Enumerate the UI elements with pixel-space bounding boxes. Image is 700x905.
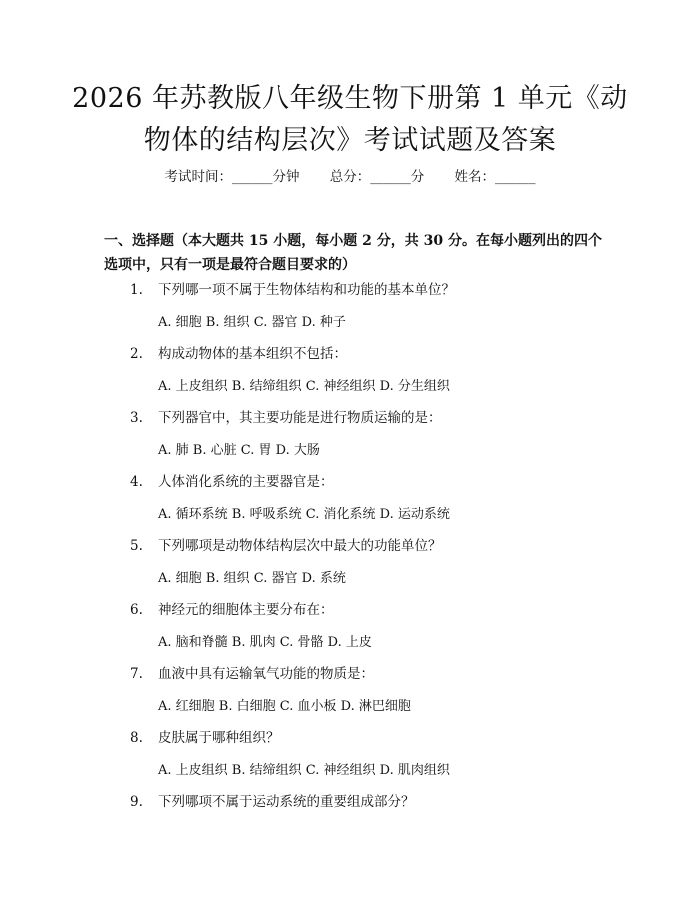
question-options: A. 红细胞 B. 白细胞 C. 血小板 D. 淋巴细胞 [158, 699, 411, 714]
question-text: 构成动物体的基本组织不包括： [158, 346, 347, 362]
question-number: 2. [130, 346, 143, 362]
question-item [0, 344, 700, 408]
question-number: 4. [130, 474, 143, 490]
question-item [0, 472, 700, 536]
document-title [70, 78, 630, 162]
question-number: 5. [130, 538, 143, 554]
question-number: 1. [130, 282, 143, 298]
question-item [0, 408, 700, 472]
question-number: 9. [130, 794, 143, 810]
exam-meta-line [0, 167, 700, 187]
title-line-1: 2026 年苏教版八年级生物下册第 1 单元《动 [72, 83, 628, 114]
question-item [0, 728, 700, 792]
question-options: A. 上皮组织 B. 结缔组织 C. 神经组织 D. 分生组织 [158, 379, 450, 394]
exam-time-field: 考试时间：______分钟 [164, 169, 300, 185]
question-text: 下列哪项不属于运动系统的重要组成部分？ [158, 794, 415, 810]
question-item [0, 600, 700, 664]
question-number: 3. [130, 410, 143, 426]
question-item [0, 664, 700, 728]
question-text: 人体消化系统的主要器官是： [158, 474, 334, 490]
question-text: 下列哪项是动物体结构层次中最大的功能单位？ [158, 538, 442, 554]
question-list [0, 280, 700, 856]
question-number: 8. [130, 730, 143, 746]
question-options: A. 细胞 B. 组织 C. 器官 D. 系统 [158, 571, 346, 586]
question-text: 神经元的细胞体主要分布在： [158, 602, 334, 618]
question-item [0, 792, 700, 856]
title-line-2: 物体的结构层次》考试试题及答案 [143, 125, 557, 156]
question-options: A. 脑和脊髓 B. 肌肉 C. 骨骼 D. 上皮 [158, 635, 372, 650]
question-number: 6. [130, 602, 143, 618]
question-item [0, 536, 700, 600]
section-heading-multiple-choice: 一、选择题（本大题共 15 小题，每小题 2 分，共 30 分。在每小题列出的四个选项中，只有一项是最符合题目要求的） [104, 233, 602, 273]
question-text: 下列哪一项不属于生物体结构和功能的基本单位？ [158, 282, 455, 298]
total-score-field: 总分：______分 [329, 169, 425, 185]
question-options: A. 细胞 B. 组织 C. 器官 D. 种子 [158, 315, 346, 330]
question-text: 皮肤属于哪种组织？ [158, 730, 280, 746]
question-text: 血液中具有运输氧气功能的物质是： [158, 666, 374, 682]
question-number: 7. [130, 666, 143, 682]
student-name-field: 姓名：______ [454, 169, 536, 185]
question-options: A. 上皮组织 B. 结缔组织 C. 神经组织 D. 肌肉组织 [158, 763, 450, 778]
question-options: A. 循环系统 B. 呼吸系统 C. 消化系统 D. 运动系统 [158, 507, 450, 522]
question-item [0, 280, 700, 344]
question-text: 下列器官中，其主要功能是进行物质运输的是： [158, 410, 442, 426]
question-options: A. 肺 B. 心脏 C. 胃 D. 大肠 [158, 443, 320, 458]
